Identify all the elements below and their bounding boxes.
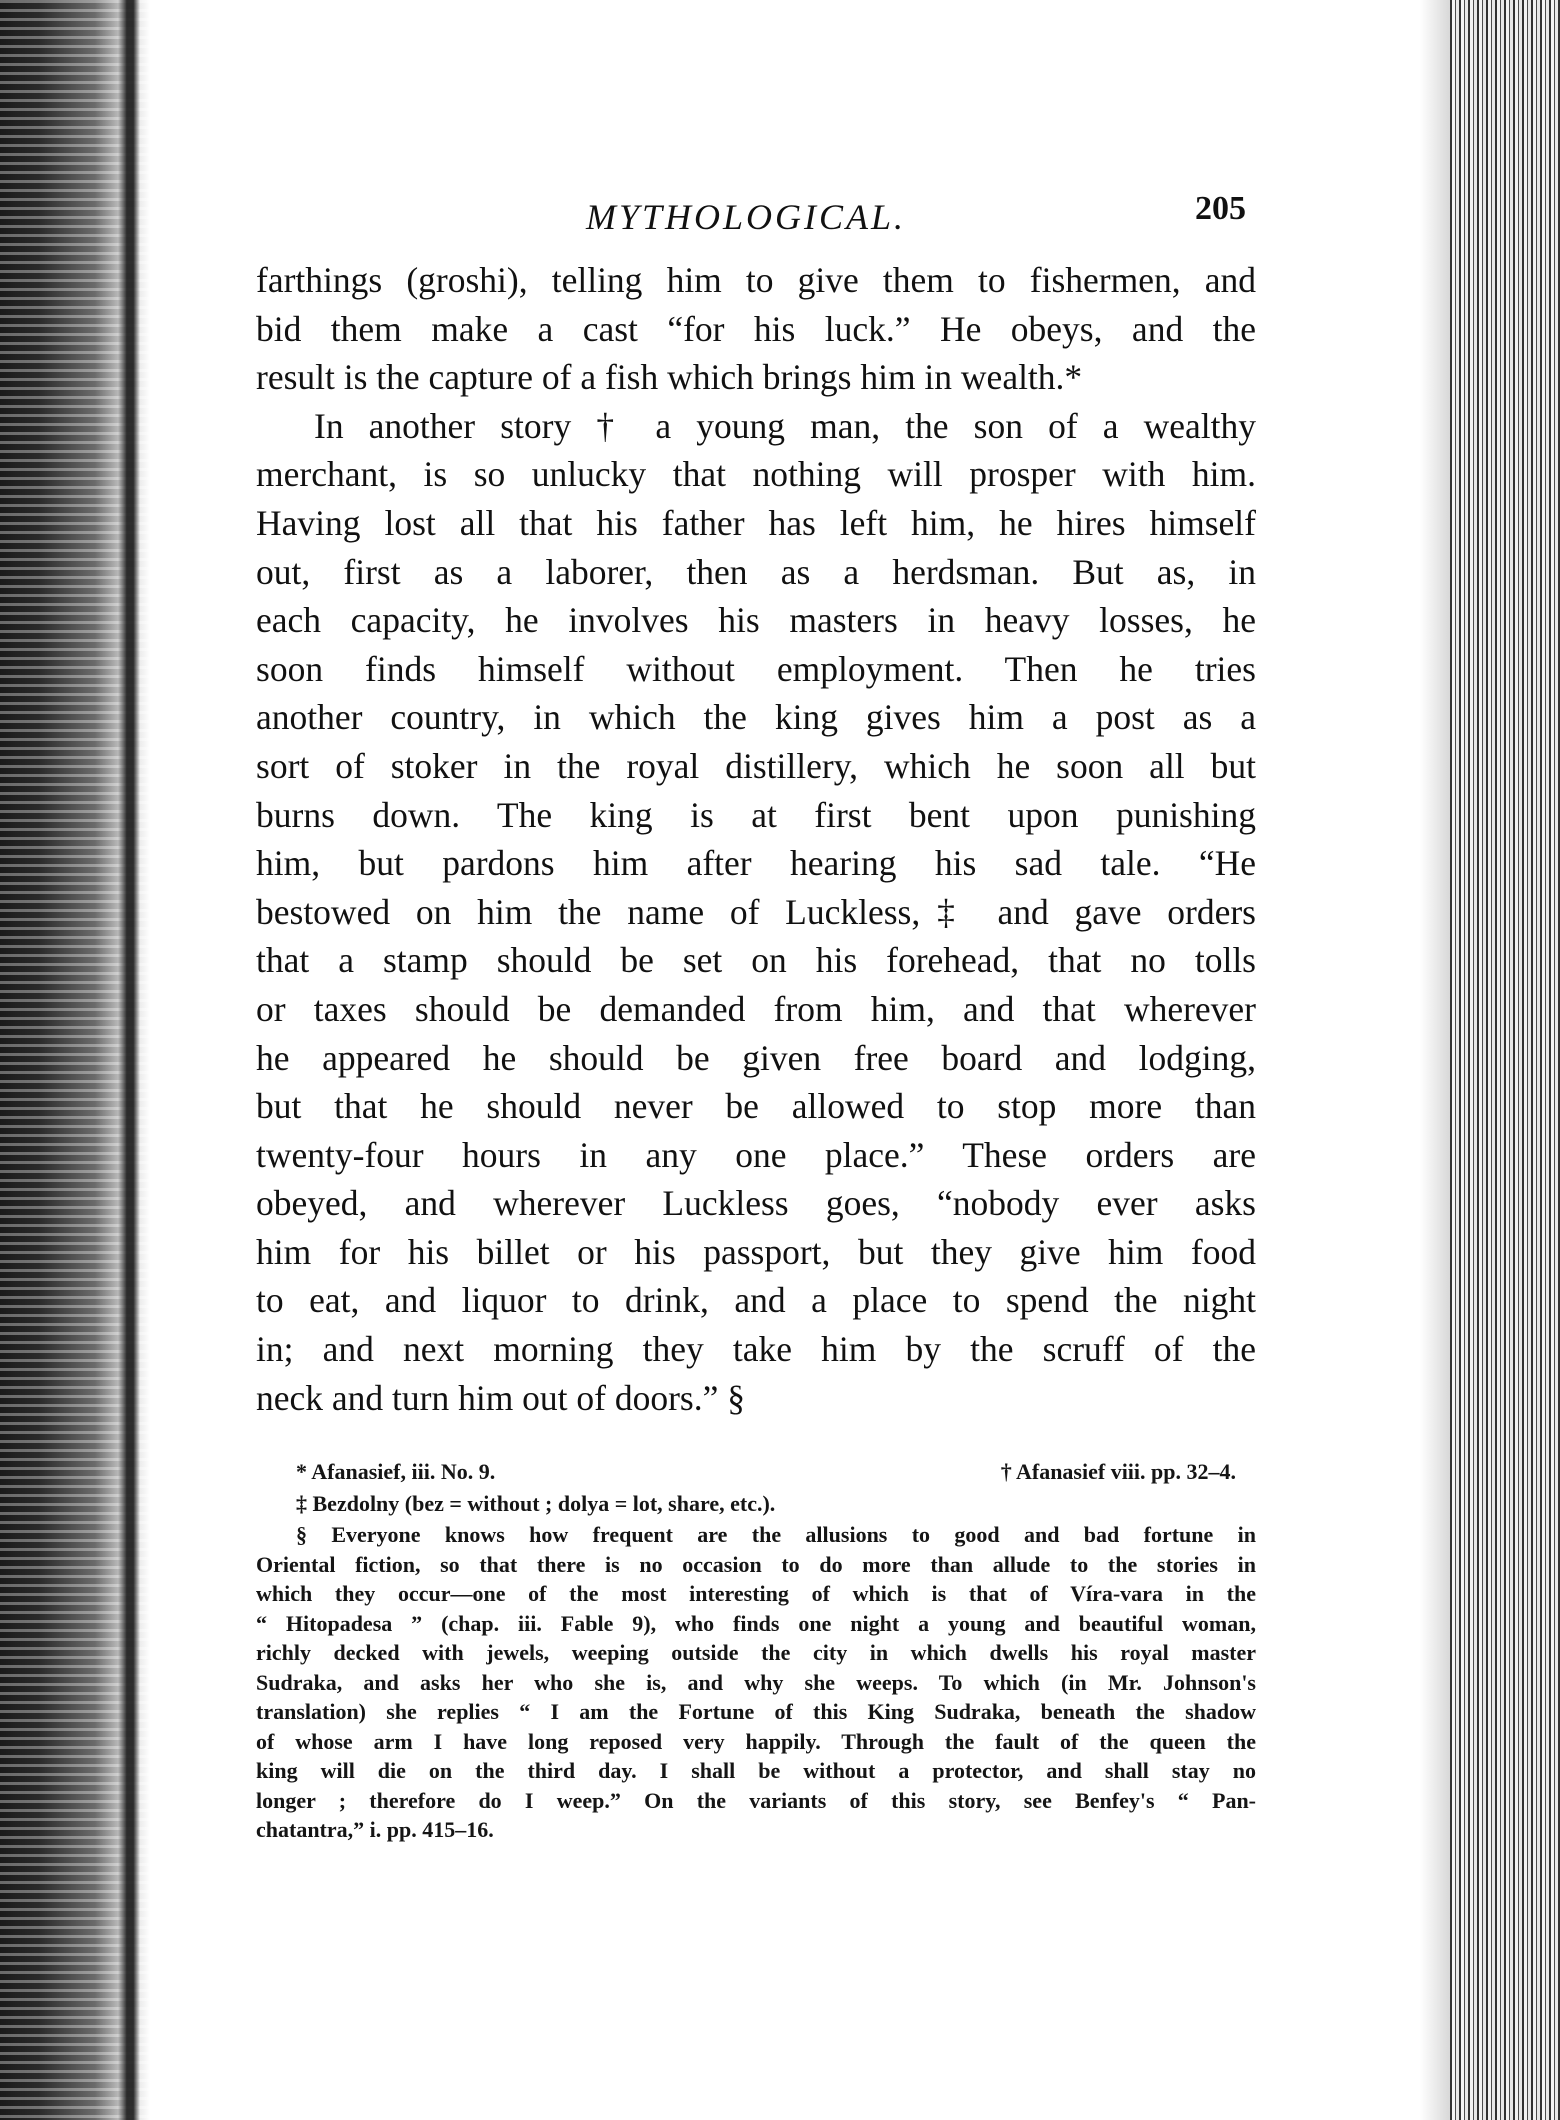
footnote-line: § Everyone knows how frequent are the allusions to good and bad fortune in — [296, 1522, 1256, 1548]
body-line: in; and next morning they take him by the scruff of the — [256, 1329, 1256, 1370]
body-line: to eat, and liquor to drink, and a place to spend the night — [256, 1280, 1256, 1321]
body-line: another country, in which the king gives him a post as a — [256, 697, 1256, 738]
body-line: each capacity, he involves his masters in heavy losses, he — [256, 600, 1256, 641]
body-line: obeyed, and wherever Luckless goes, “nobody ever asks — [256, 1183, 1256, 1224]
body-line: he appeared he should be given free board and lodging, — [256, 1037, 1256, 1078]
footnote-line: of whose arm I have long reposed very happily. Through the fault of the queen the — [256, 1728, 1256, 1754]
body-line: neck and turn him out of doors.” § — [256, 1377, 746, 1418]
body-line: sort of stoker in the royal distillery, which he soon all but — [256, 745, 1256, 786]
running-head — [256, 186, 1256, 256]
body-line: soon finds himself without employment. Then he tries — [256, 648, 1256, 689]
footnote-line: king will die on the third day. I shall be without a protector, and shall stay no — [256, 1758, 1256, 1784]
body-line: twenty-four hours in any one place.” These orders are — [256, 1134, 1256, 1175]
body-line: bid them make a cast “for his luck.” He obeys, and the — [256, 308, 1256, 349]
running-title: MYTHOLOGICAL. — [586, 197, 907, 237]
body-line-paragraph-start: In another story † a young man, the son of a wealthy — [314, 405, 1256, 446]
footnote-line: richly decked with jewels, weeping outside the city in which dwells his royal master — [256, 1640, 1256, 1666]
footnote-line: Sudraka, and asks her who she is, and why she weeps. To which (in Mr. Johnson's — [256, 1669, 1256, 1695]
footnote-line: chatantra,” i. pp. 415–16. — [256, 1817, 494, 1843]
footnote-dagger: † Afanasief viii. pp. 32–4. — [1000, 1459, 1236, 1485]
footnote-line: which they occur—one of the most interesting of which is that of Víra-vara in the — [256, 1581, 1256, 1607]
scanned-right-page-edges — [1450, 0, 1560, 2120]
body-line: him, but pardons him after hearing his sad tale. “He — [256, 843, 1256, 884]
body-line: farthings (groshi), telling him to give them to fishermen, and — [256, 260, 1256, 300]
body-line: merchant, is so unlucky that nothing will prosper with him. — [256, 454, 1256, 495]
body-text — [256, 256, 1256, 1422]
footnote-double-dagger: ‡ Bezdolny (bez = without ; dolya = lot, share, etc.). — [296, 1491, 776, 1517]
body-line: but that he should never be allowed to stop more than — [256, 1086, 1256, 1127]
footnote-row — [256, 1456, 1256, 1488]
scanned-right-shadow — [1420, 0, 1450, 2120]
body-line: burns down. The king is at first bent upon punishing — [256, 794, 1256, 835]
footnote-line: translation) she replies “ I am the Fortune of this King Sudraka, beneath the shadow — [256, 1699, 1256, 1725]
footnote-section — [256, 1520, 1256, 1845]
footnotes — [256, 1456, 1256, 1845]
footnote-line: longer ; therefore do I weep.” On the variants of this story, see Benfey's “ Pan- — [256, 1787, 1256, 1813]
body-line: that a stamp should be set on his forehead, that no tolls — [256, 940, 1256, 981]
footnote-line: Oriental fiction, so that there is no occasion to do more than allude to the stories in — [256, 1551, 1256, 1577]
footnote-star: * Afanasief, iii. No. 9. — [296, 1459, 496, 1485]
scanned-left-shadow — [118, 0, 140, 2120]
footnote-line: “ Hitopadesa ” (chap. iii. Fable 9), who finds one night a young and beautiful woman, — [256, 1610, 1256, 1636]
body-line: bestowed on him the name of Luckless,‡ and gave orders — [256, 891, 1256, 932]
body-line: or taxes should be demanded from him, and that wherever — [256, 988, 1256, 1029]
body-line: out, first as a laborer, then as a herdsman. But as, in — [256, 551, 1256, 592]
page-number: 205 — [1195, 190, 1246, 227]
body-line: him for his billet or his passport, but they give him food — [256, 1231, 1256, 1272]
book-page — [256, 186, 1256, 1845]
body-line: result is the capture of a fish which brings him in wealth.* — [256, 357, 1083, 398]
body-line: Having lost all that his father has left him, he hires himself — [256, 502, 1256, 543]
